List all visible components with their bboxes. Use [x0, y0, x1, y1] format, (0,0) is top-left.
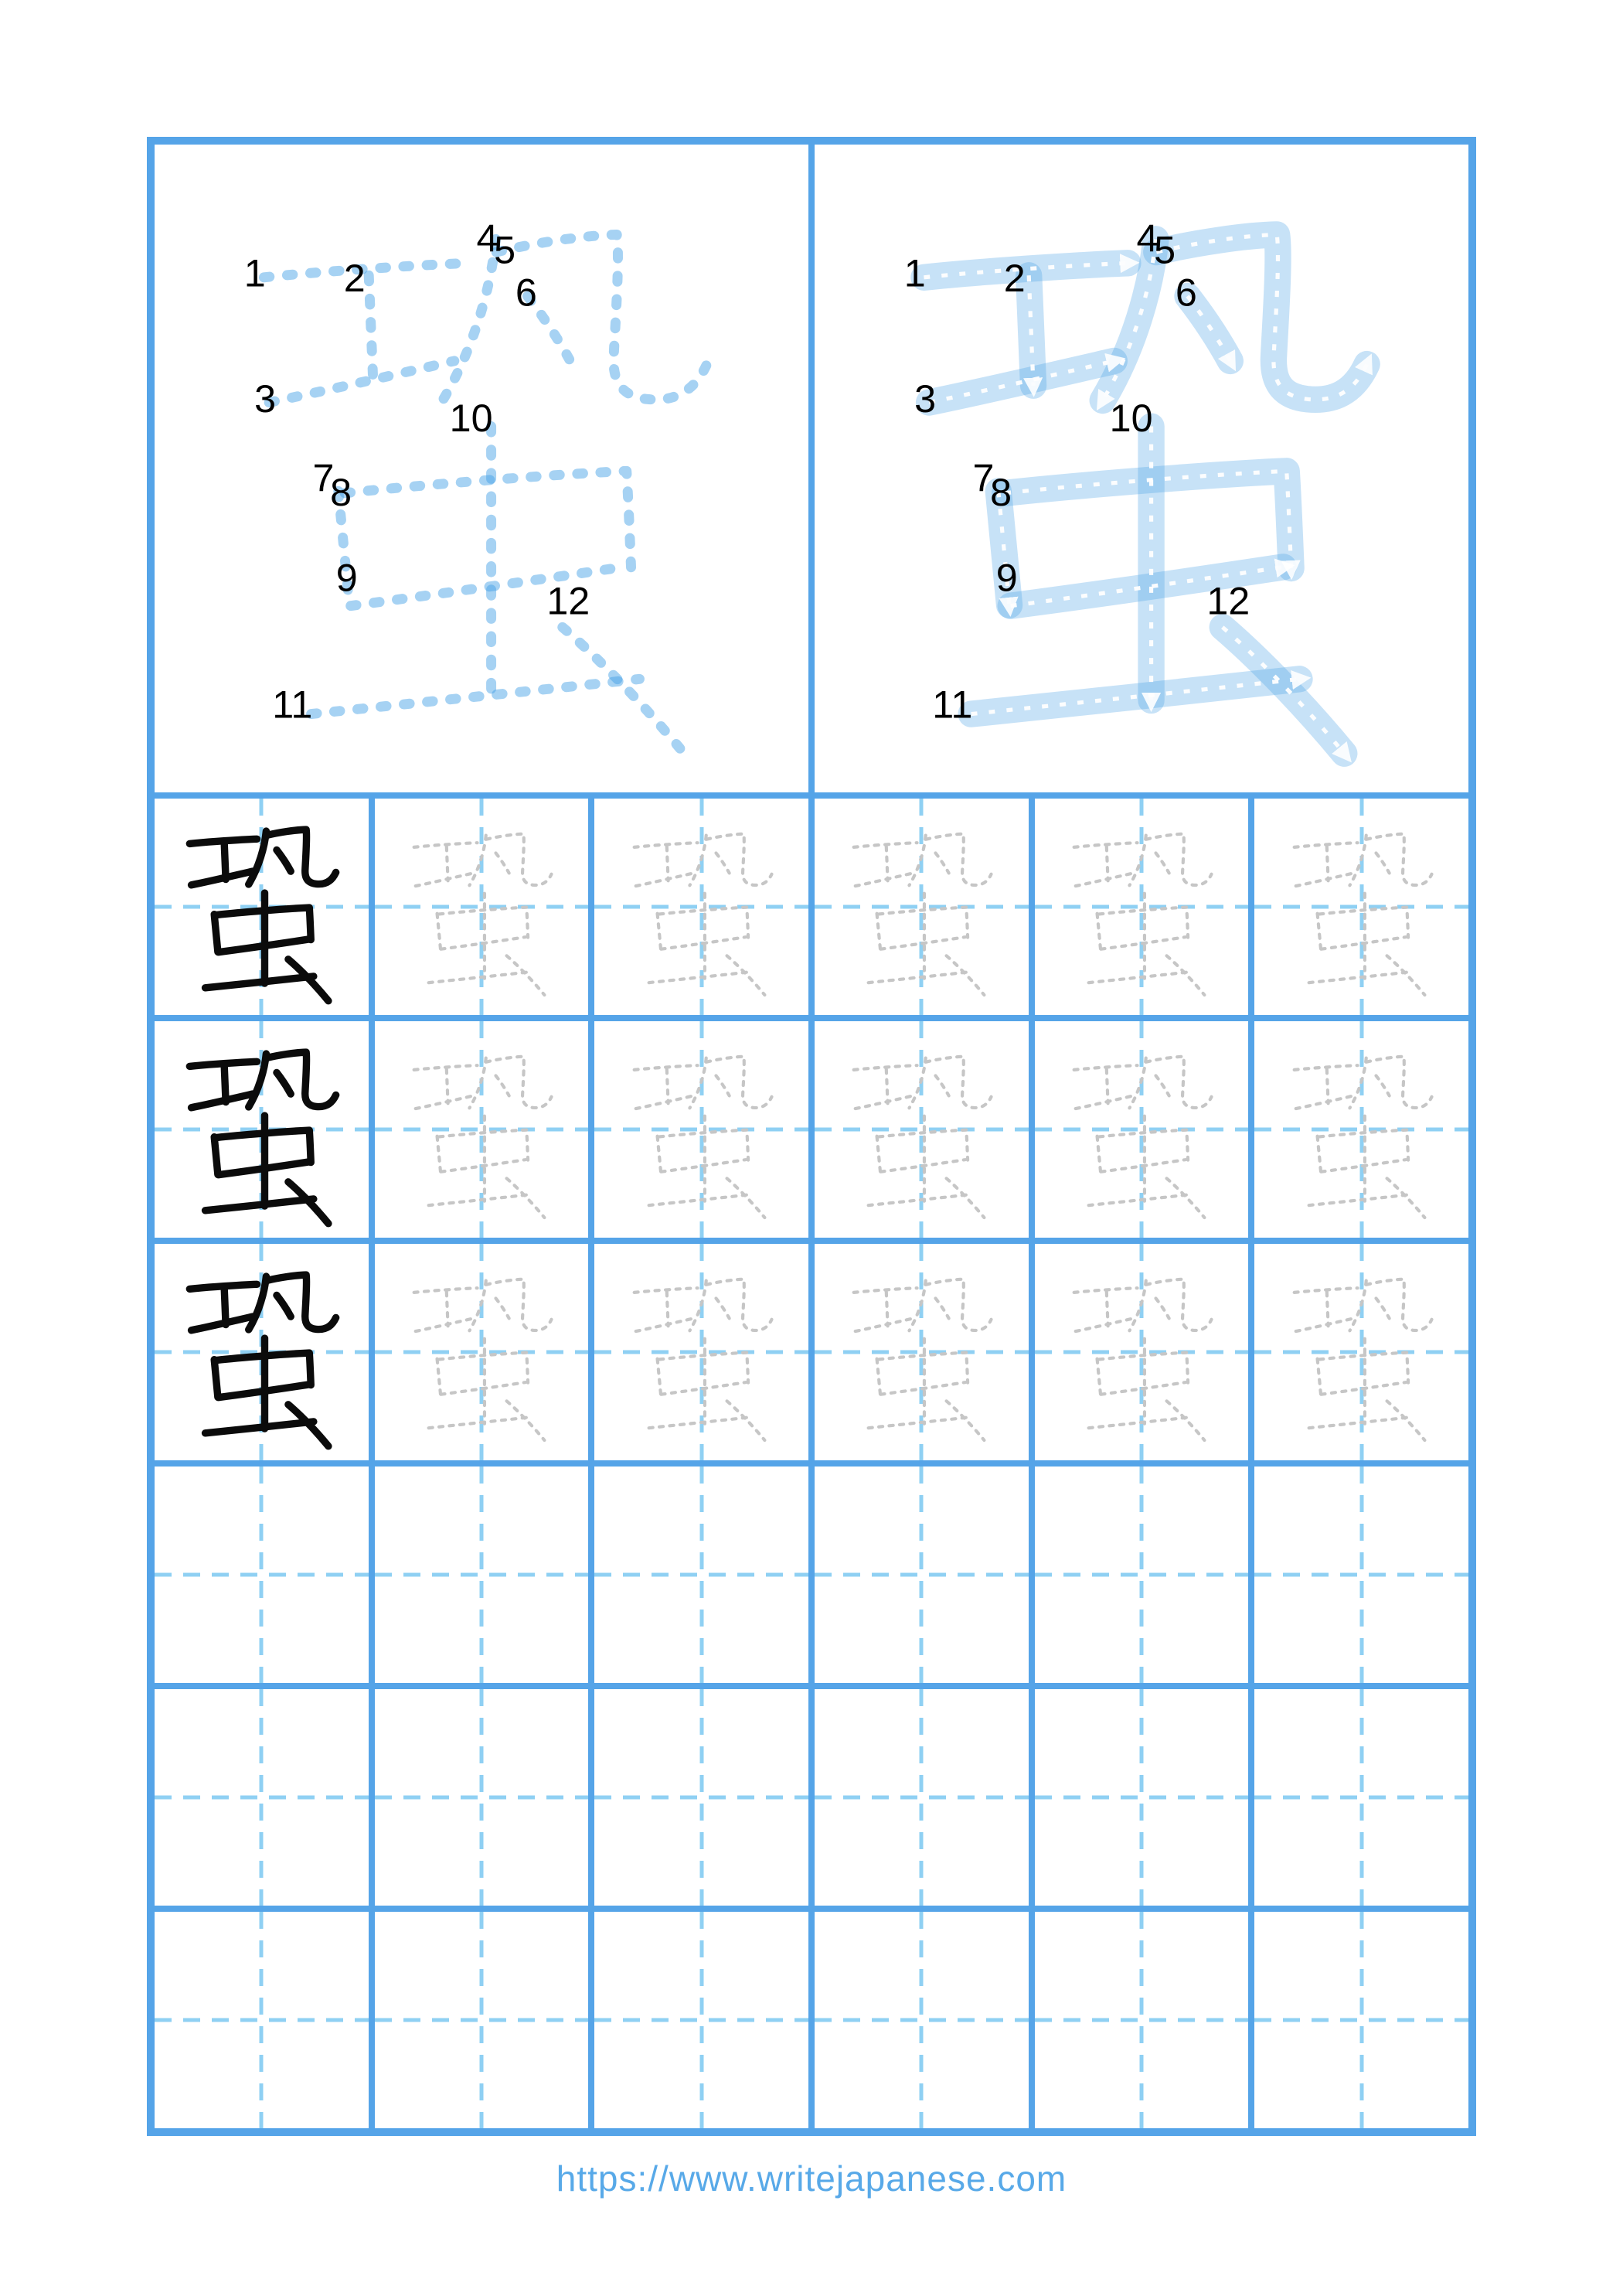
- stroke-number-label: 3: [254, 376, 277, 421]
- practice-cell-r4c1: [155, 1467, 369, 1683]
- trace-character-svg: [1261, 805, 1462, 1008]
- horizontal-center-guide: [375, 1796, 589, 1800]
- character-stroke: [277, 850, 291, 871]
- practice-cell-r6c3: [594, 1912, 808, 2128]
- trace-character-svg: [821, 805, 1022, 1008]
- character-stroke: [1089, 973, 1191, 983]
- character-stroke: [206, 1422, 314, 1433]
- character-stroke: [1155, 853, 1169, 874]
- trace-character-svg: [381, 1027, 582, 1231]
- horizontal-center-guide: [375, 2018, 589, 2022]
- trace-character-svg: [381, 805, 582, 1008]
- character-stroke: [486, 1279, 552, 1330]
- trace-character-svg: [821, 1250, 1022, 1453]
- stroke-number-label: 6: [515, 270, 537, 315]
- character-stroke: [267, 1052, 336, 1106]
- character-stroke: [495, 1299, 509, 1319]
- character-stroke: [869, 1418, 971, 1429]
- character-stroke: [856, 874, 913, 887]
- character-stroke: [439, 1353, 528, 1383]
- practice-cell-r2c1: [155, 1021, 369, 1238]
- character-stroke: [447, 1069, 448, 1103]
- stroke-number-label: 2: [1003, 256, 1026, 301]
- character-stroke: [1295, 874, 1352, 887]
- practice-cell-r4c2: [375, 1467, 589, 1683]
- character-stroke: [716, 1299, 729, 1319]
- character-stroke: [936, 1299, 949, 1319]
- practice-cell-r3c6: [1254, 1244, 1468, 1460]
- stroke-number-label: 11: [272, 682, 313, 727]
- practice-cell-r2c2: [375, 1021, 589, 1238]
- character-stroke: [716, 1076, 729, 1096]
- character-stroke: [1097, 914, 1101, 949]
- character-stroke: [437, 914, 441, 949]
- character-stroke: [657, 1359, 660, 1395]
- horizontal-center-guide: [375, 1573, 589, 1577]
- character-stroke: [666, 1292, 668, 1326]
- character-stroke: [1376, 1076, 1389, 1096]
- character-stroke: [439, 908, 528, 938]
- character-stroke: [1317, 1359, 1320, 1395]
- trace-character-svg: [1261, 1027, 1462, 1231]
- character-stroke: [1076, 874, 1133, 887]
- character-stroke: [1366, 834, 1432, 885]
- character-stroke: [1097, 1136, 1101, 1172]
- character-stroke: [1099, 1130, 1188, 1160]
- character-stroke: [648, 1194, 750, 1205]
- character-stroke: [926, 1057, 992, 1108]
- character-stroke: [447, 1292, 448, 1326]
- character-stroke: [277, 1295, 291, 1317]
- practice-cell-r4c5: [1035, 1467, 1249, 1683]
- character-stroke: [706, 1057, 772, 1108]
- practice-cell-r3c4: [815, 1244, 1029, 1460]
- stroke-number-label: 6: [1175, 270, 1197, 315]
- character-stroke: [214, 1360, 218, 1398]
- stroke-number-label: 7: [972, 455, 995, 500]
- trace-character-svg: [1041, 1027, 1242, 1231]
- practice-cell-r6c6: [1254, 1912, 1468, 2128]
- practice-cell-r3c2: [375, 1244, 589, 1460]
- practice-cell-r2c5: [1035, 1021, 1249, 1238]
- character-stroke: [886, 1292, 888, 1326]
- practice-cell-r4c3: [594, 1467, 808, 1683]
- character-stroke: [563, 627, 685, 753]
- character-stroke: [926, 1279, 992, 1330]
- character-stroke: [1097, 1359, 1101, 1395]
- character-stroke: [877, 1359, 880, 1395]
- character-stroke: [1319, 908, 1408, 938]
- practice-cell-r5c4: [815, 1689, 1029, 1906]
- stroke-number-label: 3: [914, 376, 937, 421]
- horizontal-center-guide: [155, 1573, 369, 1577]
- character-stroke: [437, 1359, 441, 1395]
- character-stroke: [659, 1353, 748, 1383]
- practice-cell-r4c4: [815, 1467, 1029, 1683]
- stroke-number-label: 1: [903, 250, 926, 295]
- tracing-guide-box: [815, 145, 1468, 792]
- character-stroke: [267, 1275, 336, 1329]
- practice-cell-r1c5: [1035, 799, 1249, 1015]
- character-stroke: [1295, 1096, 1352, 1109]
- character-stroke: [206, 976, 314, 988]
- horizontal-center-guide: [155, 2018, 369, 2022]
- character-stroke: [1376, 1299, 1389, 1319]
- stroke-number-label: 5: [494, 227, 516, 272]
- character-stroke: [1376, 853, 1389, 874]
- horizontal-center-guide: [1035, 1573, 1249, 1577]
- practice-cell-r2c3: [594, 1021, 808, 1238]
- stroke-number-label: 4: [476, 216, 498, 261]
- practice-cell-r5c1: [155, 1689, 369, 1906]
- character-stroke: [856, 1319, 913, 1332]
- character-stroke: [1089, 1418, 1191, 1429]
- character-stroke: [267, 829, 336, 884]
- character-stroke: [926, 834, 992, 885]
- horizontal-center-guide: [1035, 2018, 1249, 2022]
- character-stroke: [311, 679, 640, 714]
- character-stroke: [416, 1096, 473, 1109]
- character-stroke: [869, 1195, 971, 1206]
- example-character-svg: [155, 799, 369, 1015]
- character-stroke: [856, 1096, 913, 1109]
- stroke-number-label: 8: [330, 469, 352, 514]
- practice-cell-r3c1: [155, 1244, 369, 1460]
- stroke-number-label: 8: [990, 469, 1012, 514]
- trace-character-svg: [1041, 1250, 1242, 1453]
- character-stroke: [486, 834, 552, 885]
- practice-cell-r5c5: [1035, 1689, 1249, 1906]
- stroke-number-label: 4: [1136, 216, 1159, 261]
- horizontal-center-guide: [1254, 1573, 1468, 1577]
- character-stroke: [879, 1130, 968, 1160]
- horizontal-center-guide: [594, 1796, 808, 1800]
- character-stroke: [1099, 908, 1188, 938]
- character-stroke: [1326, 1292, 1328, 1326]
- character-stroke: [1146, 1279, 1212, 1330]
- practice-cell-r1c3: [594, 799, 808, 1015]
- character-stroke: [706, 834, 772, 885]
- character-stroke: [1099, 1353, 1188, 1383]
- character-stroke: [706, 1279, 772, 1330]
- character-stroke: [869, 973, 971, 983]
- practice-cell-r2c4: [815, 1021, 1029, 1238]
- practice-cell-r6c4: [815, 1912, 1029, 2128]
- practice-cell-r1c6: [1254, 799, 1468, 1015]
- practice-cell-r2c6: [1254, 1021, 1468, 1238]
- trace-character-svg: [601, 805, 802, 1008]
- practice-cell-r1c2: [375, 799, 589, 1015]
- character-stroke: [429, 1418, 531, 1429]
- character-stroke: [1107, 1069, 1108, 1103]
- horizontal-center-guide: [155, 1796, 369, 1800]
- horizontal-center-guide: [594, 1573, 808, 1577]
- character-stroke: [429, 973, 531, 983]
- character-stroke: [416, 874, 473, 887]
- trace-character-svg: [821, 1027, 1022, 1231]
- character-stroke: [877, 1136, 880, 1172]
- tracing-guide-svg: [815, 145, 1468, 792]
- character-stroke: [648, 972, 750, 983]
- character-stroke: [1076, 1096, 1133, 1109]
- horizontal-center-guide: [1254, 1796, 1468, 1800]
- stroke-order-diagram-box: [155, 145, 808, 792]
- stroke-number-label: 7: [312, 455, 335, 500]
- character-stroke: [716, 853, 729, 874]
- stroke-number-label: 12: [1206, 578, 1250, 623]
- example-character-svg: [155, 1244, 369, 1460]
- stroke-order-diagram-svg: [155, 145, 808, 792]
- character-stroke: [1366, 1057, 1432, 1108]
- stroke-number-label: 5: [1154, 227, 1176, 272]
- horizontal-center-guide: [815, 1573, 1029, 1577]
- horizontal-center-guide: [594, 2018, 808, 2022]
- practice-cell-r1c1: [155, 799, 369, 1015]
- character-stroke: [416, 1319, 473, 1332]
- character-stroke: [659, 908, 748, 938]
- character-stroke: [437, 1136, 441, 1172]
- horizontal-center-guide: [815, 1796, 1029, 1800]
- footer-url[interactable]: https://www.writejapanese.com: [556, 2158, 1067, 2199]
- character-stroke: [1076, 1319, 1133, 1332]
- character-stroke: [1089, 1195, 1191, 1206]
- character-stroke: [439, 1130, 528, 1160]
- character-stroke: [1326, 1069, 1328, 1103]
- character-stroke: [206, 1199, 314, 1211]
- character-stroke: [1295, 1319, 1352, 1332]
- character-stroke: [1146, 834, 1212, 885]
- character-stroke: [666, 1069, 668, 1103]
- character-stroke: [214, 915, 218, 952]
- character-stroke: [1366, 1279, 1432, 1330]
- stroke-number-label: 1: [243, 250, 266, 295]
- character-stroke: [1319, 1130, 1408, 1160]
- character-stroke: [666, 847, 668, 881]
- stroke-number-label: 2: [343, 256, 366, 301]
- practice-cell-r5c3: [594, 1689, 808, 1906]
- character-stroke: [495, 853, 509, 874]
- character-stroke: [486, 1057, 552, 1108]
- character-stroke: [886, 1069, 888, 1103]
- character-stroke: [879, 908, 968, 938]
- character-stroke: [1155, 1299, 1169, 1319]
- character-stroke: [495, 1076, 509, 1096]
- character-stroke: [269, 361, 454, 403]
- character-stroke: [936, 853, 949, 874]
- character-stroke: [1107, 1292, 1108, 1326]
- practice-cell-r5c6: [1254, 1689, 1468, 1906]
- trace-character-svg: [381, 1250, 582, 1453]
- character-stroke: [879, 1353, 968, 1383]
- stroke-number-label: 10: [449, 396, 493, 441]
- character-stroke: [369, 275, 373, 385]
- stroke-number-label: 12: [546, 578, 590, 623]
- character-stroke: [1107, 847, 1108, 881]
- character-stroke: [1146, 1057, 1212, 1108]
- practice-cell-r3c5: [1035, 1244, 1249, 1460]
- character-stroke: [886, 847, 888, 881]
- horizontal-center-guide: [815, 2018, 1029, 2022]
- character-stroke: [496, 234, 706, 399]
- character-stroke: [648, 1417, 750, 1428]
- trace-character-svg: [1261, 1250, 1462, 1453]
- character-stroke: [877, 914, 880, 949]
- character-stroke: [659, 1130, 748, 1160]
- character-stroke: [1317, 914, 1320, 949]
- character-stroke: [657, 1136, 660, 1172]
- character-stroke: [277, 1072, 291, 1094]
- character-stroke: [635, 1096, 692, 1109]
- practice-cell-r4c6: [1254, 1467, 1468, 1683]
- character-stroke: [1326, 847, 1328, 881]
- character-stroke: [635, 874, 692, 887]
- character-stroke: [1308, 1417, 1410, 1428]
- character-stroke: [635, 1319, 692, 1332]
- trace-character-svg: [1041, 805, 1242, 1008]
- character-stroke: [936, 1076, 949, 1096]
- character-stroke: [1155, 1076, 1169, 1096]
- trace-character-svg: [601, 1027, 802, 1231]
- character-stroke: [1308, 1194, 1410, 1205]
- trace-character-svg: [601, 1250, 802, 1453]
- practice-cell-r1c4: [815, 799, 1029, 1015]
- practice-cell-r3c3: [594, 1244, 808, 1460]
- character-stroke: [1308, 972, 1410, 983]
- character-stroke: [657, 914, 660, 949]
- character-stroke: [447, 847, 448, 881]
- example-character-svg: [155, 1021, 369, 1238]
- stroke-number-label: 11: [932, 682, 973, 727]
- character-stroke: [214, 1137, 218, 1175]
- character-stroke: [1317, 1136, 1320, 1172]
- character-stroke: [1319, 1353, 1408, 1383]
- practice-cell-r6c5: [1035, 1912, 1249, 2128]
- horizontal-center-guide: [1254, 2018, 1468, 2022]
- stroke-number-label: 9: [995, 555, 1018, 600]
- practice-cell-r5c2: [375, 1689, 589, 1906]
- practice-cell-r6c1: [155, 1912, 369, 2128]
- horizontal-center-guide: [1035, 1796, 1249, 1800]
- practice-cell-r6c2: [375, 1912, 589, 2128]
- practice-sheet-table: [147, 137, 1476, 2136]
- stroke-number-label: 9: [335, 555, 358, 600]
- stroke-number-label: 10: [1109, 396, 1153, 441]
- character-stroke: [429, 1195, 531, 1206]
